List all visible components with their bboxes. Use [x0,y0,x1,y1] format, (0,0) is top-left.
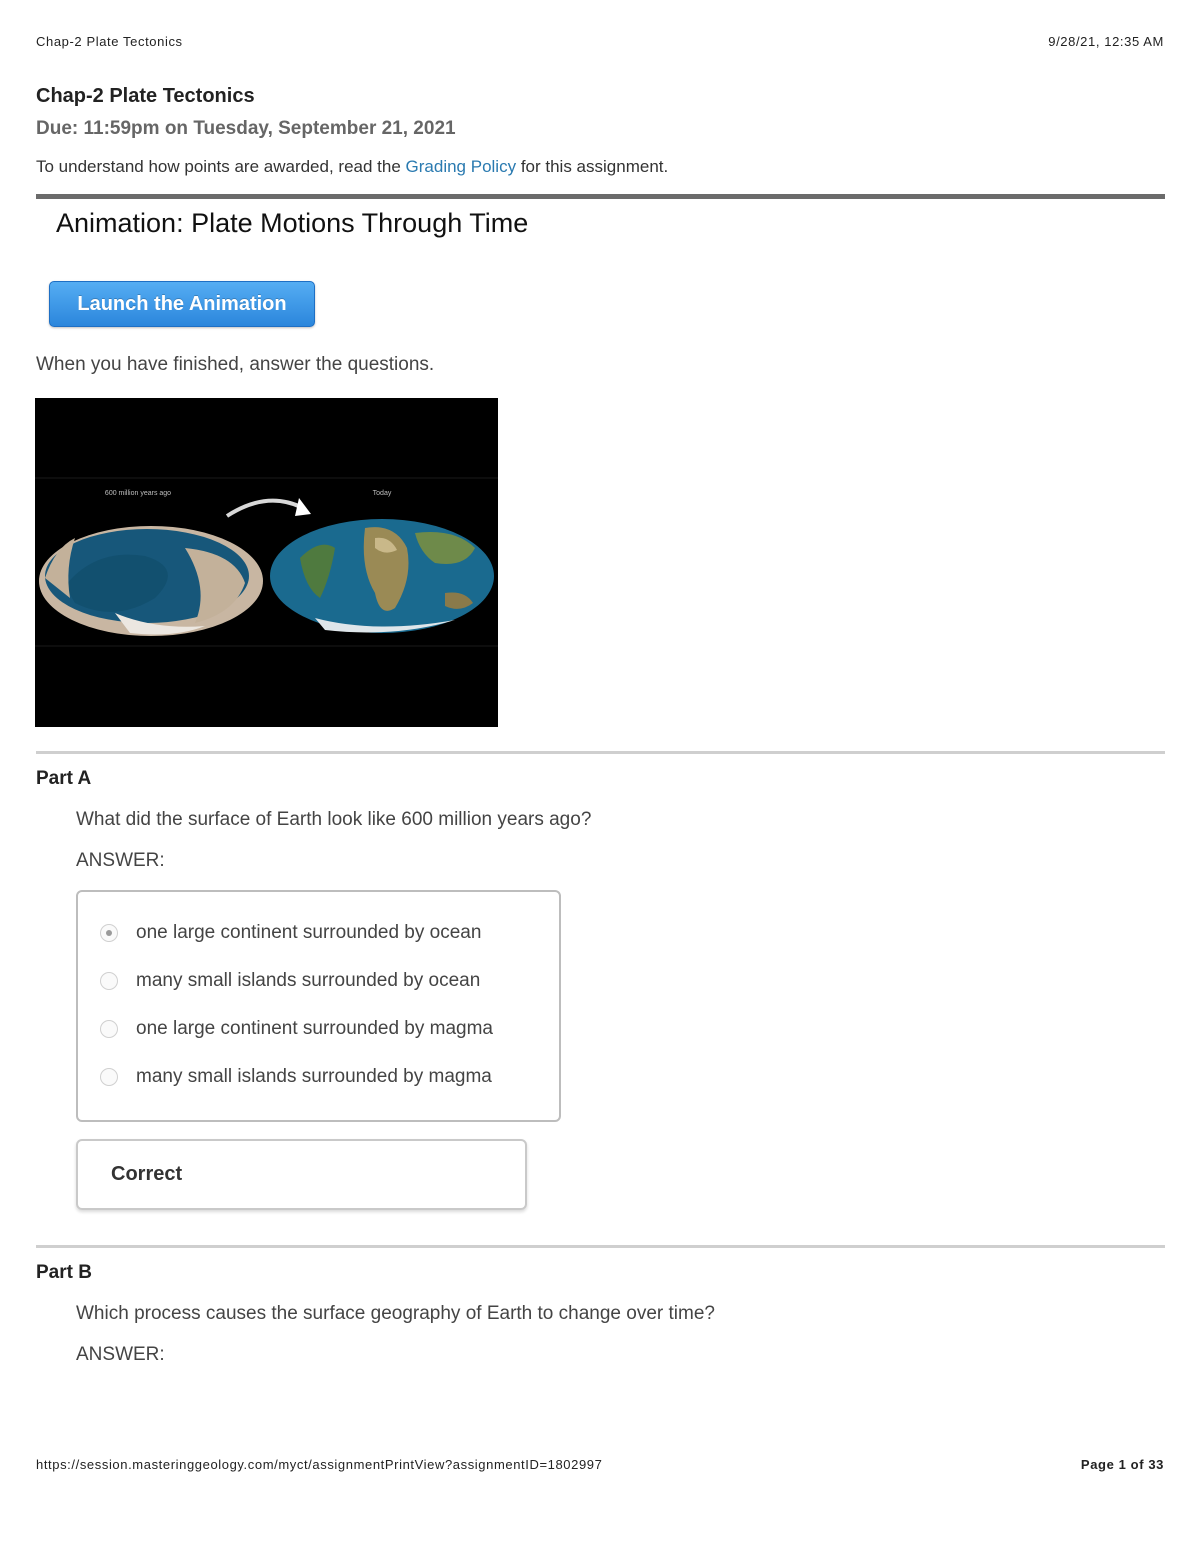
policy-prefix: To understand how points are awarded, read the [36,157,406,176]
grading-policy-link[interactable]: Grading Policy [405,157,517,176]
part-a-feedback [76,1139,527,1210]
part-a-question: What did the surface of Earth look like 600 million years ago? [76,809,592,830]
due-date: Due: 11:59pm on Tuesday, September 21, 2021 [36,118,456,139]
grading-policy-line [36,157,668,177]
footer-url: https://session.masteringgeology.com/myct/assignmentPrintView?assignmentID=1802997 [36,1457,603,1472]
label-600-million-years-ago: 600 million years ago [104,490,172,497]
item-title: Animation: Plate Motions Through Time [56,208,529,238]
policy-suffix: for this assignment. [516,157,669,176]
option-one-large-continent-ocean[interactable] [100,918,481,948]
print-header-title: Chap-2 Plate Tectonics [36,34,183,49]
modern-earth-globe [270,519,494,633]
part-a-label: Part A [36,768,92,789]
option-label: one large continent surrounded by magma [136,1018,494,1039]
part-b-question: Which process causes the surface geography of Earth to change over time? [76,1303,715,1324]
radio-icon[interactable] [100,1068,118,1086]
launch-animation-button[interactable]: Launch the Animation [49,281,315,327]
part-a-divider [36,751,1165,754]
animation-preview-svg [35,398,498,727]
radio-icon[interactable] [100,1020,118,1038]
part-b-label: Part B [36,1262,92,1283]
print-header-timestamp: 9/28/21, 12:35 AM [1048,34,1164,49]
option-label: one large continent surrounded by ocean [136,922,482,943]
option-label: many small islands surrounded by ocean [136,970,481,991]
header-divider [36,194,1165,199]
option-label: many small islands surrounded by magma [136,1066,492,1087]
part-a-answer-options [76,890,561,1122]
label-today: Today [372,490,392,497]
option-many-small-islands-ocean[interactable] [100,966,480,996]
page-number: Page 1 of 33 [1080,1457,1164,1472]
radio-selected-icon[interactable] [100,924,118,942]
ancient-earth-globe [39,526,263,636]
part-a-answer-label: ANSWER: [76,850,165,871]
animation-preview-image [35,398,498,727]
assignment-title: Chap-2 Plate Tectonics [36,85,255,107]
instruction-text: When you have finished, answer the questions. [36,354,435,375]
feedback-correct-text: Correct [111,1163,183,1185]
part-b-answer-label: ANSWER: [76,1344,165,1365]
radio-icon[interactable] [100,972,118,990]
option-one-large-continent-magma[interactable] [100,1014,493,1044]
option-many-small-islands-magma[interactable] [100,1062,492,1092]
part-b-divider [36,1245,1165,1248]
